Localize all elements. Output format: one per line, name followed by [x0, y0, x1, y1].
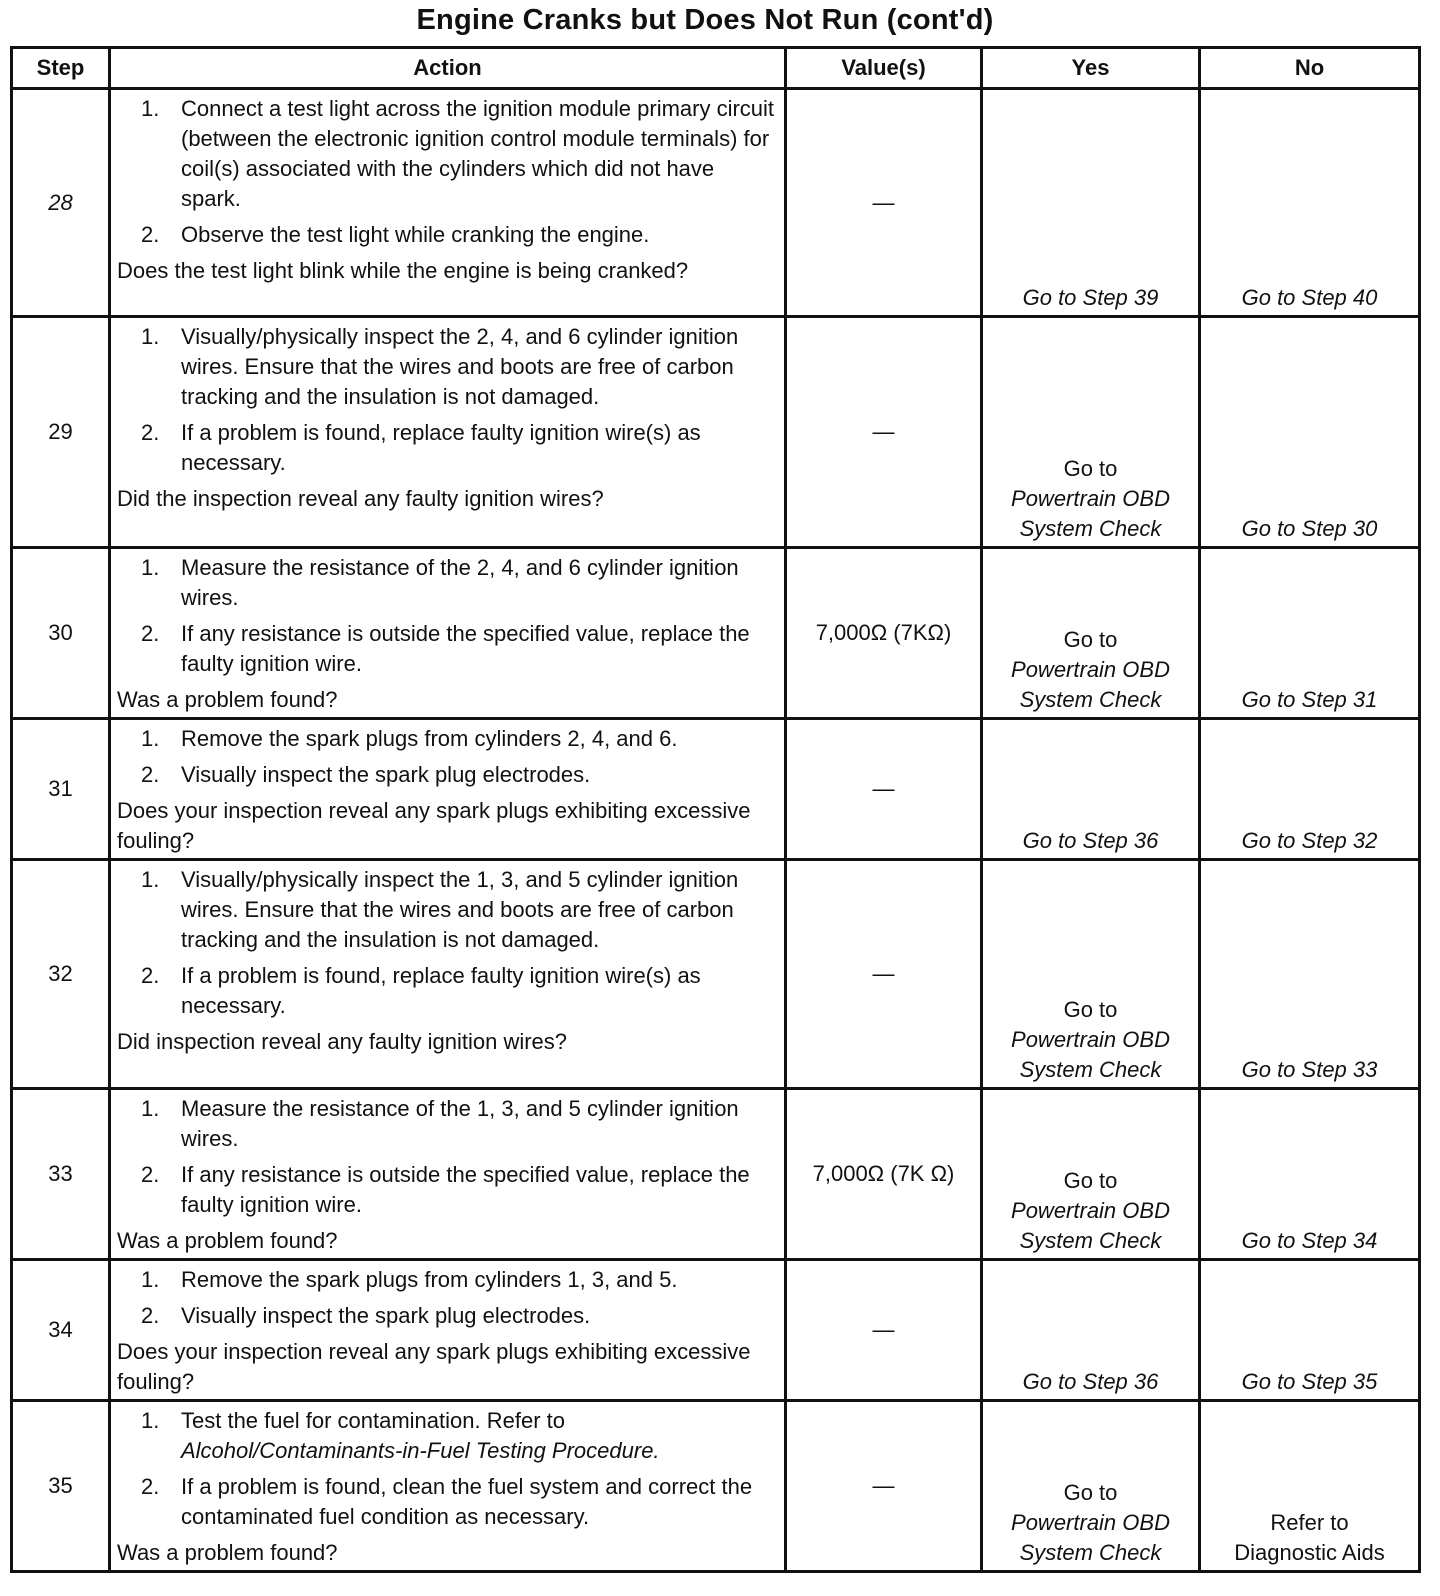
- header-value: Value(s): [786, 48, 982, 89]
- action-step: 1. Test the fuel for contamination. Refer to Alcohol/Contaminants-in-Fuel Testing Procedure.: [141, 1408, 660, 1463]
- action-step: 2. Observe the test light while cranking the engine.: [141, 222, 650, 247]
- page-title: Engine Cranks but Does Not Run (cont'd): [416, 4, 994, 36]
- action-step: 2. If a problem is found, replace faulty ignition wire(s) as necessary.: [141, 420, 701, 475]
- value-cell: 7,000Ω (7K Ω): [786, 1089, 982, 1260]
- no-cell: Refer to Diagnostic Aids: [1200, 1401, 1420, 1572]
- value-cell: 7,000Ω (7KΩ): [786, 548, 982, 719]
- table-row: [12, 860, 1420, 1089]
- action-question: Did inspection reveal any faulty ignition wires?: [117, 1029, 568, 1054]
- no-cell: Go to Step 32: [1200, 719, 1420, 860]
- action-cell: [110, 1089, 786, 1260]
- diagnostic-table: [10, 46, 1421, 1573]
- no-cell: Go to Step 40: [1200, 89, 1420, 317]
- value-cell: —: [786, 1401, 982, 1572]
- step-number: 31: [12, 719, 110, 860]
- action-step: 1. Remove the spark plugs from cylinders 1, 3, and 5.: [141, 1267, 678, 1292]
- action-cell: [110, 1401, 786, 1572]
- yes-cell: Go to Step 39: [982, 89, 1200, 317]
- action-question: Was a problem found?: [117, 1228, 338, 1253]
- action-cell: [110, 860, 786, 1089]
- step-number: 34: [12, 1260, 110, 1401]
- yes-cell: Go to Powertrain OBD System Check: [982, 317, 1200, 548]
- yes-cell: Go to Powertrain OBD System Check: [982, 1401, 1200, 1572]
- step-number: 32: [12, 860, 110, 1089]
- procedure-reference: Alcohol/Contaminants-in-Fuel Testing Procedure.: [181, 1438, 660, 1463]
- action-question: Did the inspection reveal any faulty ignition wires?: [117, 486, 604, 511]
- action-question: Was a problem found?: [117, 1540, 338, 1565]
- yes-cell: Go to Step 36: [982, 1260, 1200, 1401]
- value-cell: —: [786, 719, 982, 860]
- action-question: Was a problem found?: [117, 687, 338, 712]
- header-no: No: [1200, 48, 1420, 89]
- action-cell: [110, 89, 786, 317]
- action-step: 1. Visually/physically inspect the 1, 3, and 5 cylinder ignition wires. Ensure that the wires and boots are free of carbon tracking and the insulation is not damaged.: [141, 867, 739, 952]
- table-row: [12, 719, 1420, 860]
- table-row: [12, 548, 1420, 719]
- no-cell: Go to Step 35: [1200, 1260, 1420, 1401]
- yes-cell: Go to Powertrain OBD System Check: [982, 860, 1200, 1089]
- action-step: 2. If a problem is found, clean the fuel system and correct the contaminated fuel condition as necessary.: [141, 1474, 753, 1529]
- action-cell: [110, 548, 786, 719]
- table-row: [12, 1260, 1420, 1401]
- action-cell: [110, 317, 786, 548]
- yes-cell: Go to Step 36: [982, 719, 1200, 860]
- table-row: [12, 1089, 1420, 1260]
- yes-cell: Go to Powertrain OBD System Check: [982, 1089, 1200, 1260]
- step-number: 33: [12, 1089, 110, 1260]
- action-step: 2. Visually inspect the spark plug electrodes.: [141, 762, 591, 787]
- no-cell: Go to Step 34: [1200, 1089, 1420, 1260]
- action-step: 2. If a problem is found, replace faulty ignition wire(s) as necessary.: [141, 963, 701, 1018]
- action-step: 1. Connect a test light across the ignition module primary circuit (between the electronic ignition control module terminals) for coil(s) associated with the cylinders which did not have spark.: [141, 96, 775, 211]
- table-row: [12, 317, 1420, 548]
- action-question: Does your inspection reveal any spark plugs exhibiting excessive fouling?: [117, 798, 751, 853]
- action-step: 2. If any resistance is outside the specified value, replace the faulty ignition wire.: [141, 621, 750, 676]
- action-question: Does the test light blink while the engine is being cranked?: [117, 258, 689, 283]
- step-number: 28: [12, 89, 110, 317]
- table-row: [12, 1401, 1420, 1572]
- header-step: Step: [12, 48, 110, 89]
- action-step: 1. Visually/physically inspect the 2, 4, and 6 cylinder ignition wires. Ensure that the wires and boots are free of carbon tracking and the insulation is not damaged.: [141, 324, 739, 409]
- action-cell: [110, 1260, 786, 1401]
- action-question: Does your inspection reveal any spark plugs exhibiting excessive fouling?: [117, 1339, 751, 1394]
- table-row: [12, 89, 1420, 317]
- step-number: 35: [12, 1401, 110, 1572]
- action-step: 1. Remove the spark plugs from cylinders 2, 4, and 6.: [141, 726, 678, 751]
- step-number: 29: [12, 317, 110, 548]
- action-step: 2. If any resistance is outside the specified value, replace the faulty ignition wire.: [141, 1162, 750, 1217]
- value-cell: —: [786, 89, 982, 317]
- value-cell: —: [786, 317, 982, 548]
- step-number: 30: [12, 548, 110, 719]
- action-step: 1. Measure the resistance of the 1, 3, and 5 cylinder ignition wires.: [141, 1096, 739, 1151]
- no-cell: Go to Step 33: [1200, 860, 1420, 1089]
- no-cell: Go to Step 31: [1200, 548, 1420, 719]
- value-cell: —: [786, 1260, 982, 1401]
- header-action: Action: [110, 48, 786, 89]
- table-header-row: [12, 48, 1420, 89]
- action-cell: [110, 719, 786, 860]
- action-step: 1. Measure the resistance of the 2, 4, and 6 cylinder ignition wires.: [141, 555, 739, 610]
- yes-cell: Go to Powertrain OBD System Check: [982, 548, 1200, 719]
- header-yes: Yes: [982, 48, 1200, 89]
- value-cell: —: [786, 860, 982, 1089]
- action-step: 2. Visually inspect the spark plug electrodes.: [141, 1303, 591, 1328]
- no-cell: Go to Step 30: [1200, 317, 1420, 548]
